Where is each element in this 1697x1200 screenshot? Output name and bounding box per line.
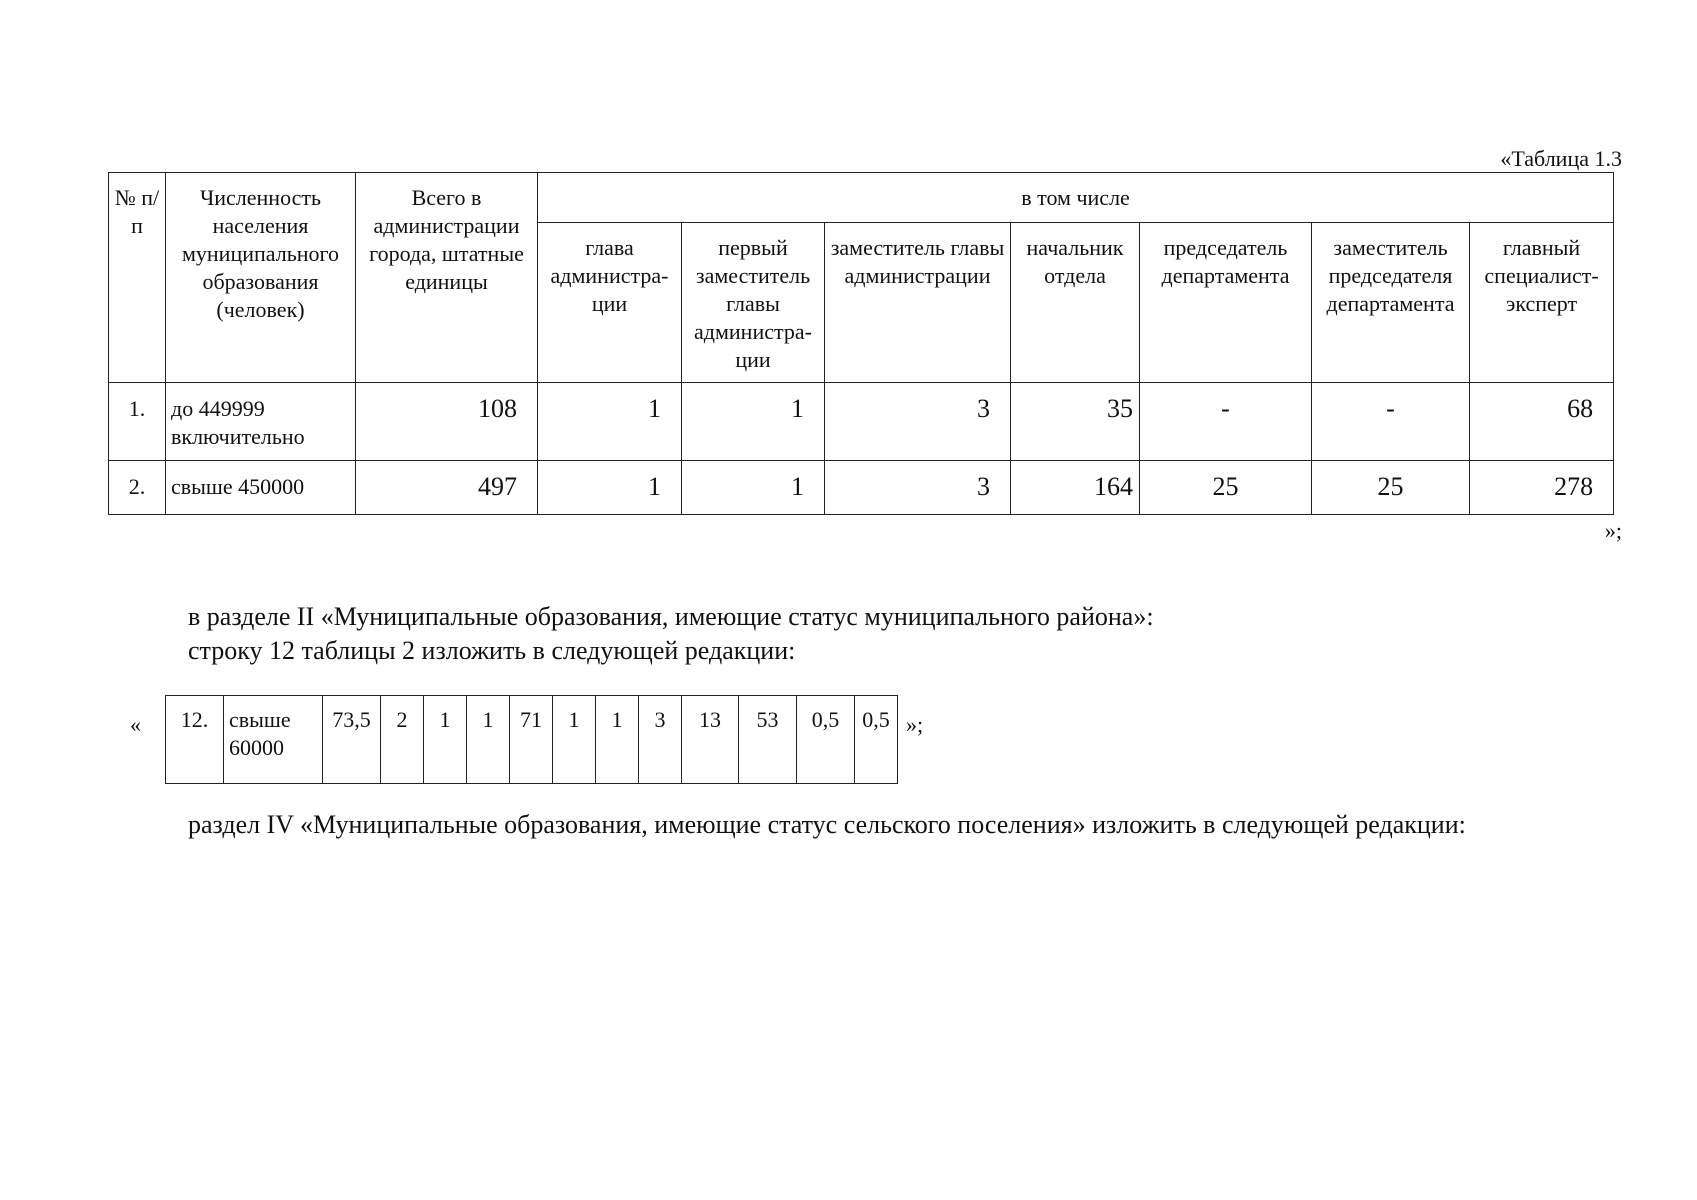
header-deputy-head: заместитель главы администрации — [825, 223, 1011, 383]
row12-cell: 1 — [596, 696, 639, 784]
paragraph: раздел IV «Муниципальные образования, имеющие статус сельского поселения» изложить в следующей редакции: — [188, 810, 1466, 839]
row12-cell: 13 — [682, 696, 739, 784]
header-first-deputy: первый заместитель главы администра-ции — [682, 223, 825, 383]
row-cell: 1 — [682, 383, 825, 461]
row-cell: 68 — [1470, 383, 1614, 461]
table-row — [166, 696, 898, 784]
row12-cell: 53 — [739, 696, 797, 784]
table-1-3 — [108, 172, 1614, 515]
row-cell: 164 — [1011, 461, 1140, 515]
row-cell: 25 — [1312, 461, 1470, 515]
closing-quote: »; — [906, 712, 924, 737]
closing-quote: »; — [1604, 518, 1622, 543]
row-cell: 3 — [825, 461, 1011, 515]
header-num: № п/п — [109, 173, 166, 383]
row12-cell: 1 — [553, 696, 596, 784]
row-cell: - — [1140, 383, 1312, 461]
row-total: 108 — [356, 383, 538, 461]
row12-cell: 3 — [639, 696, 682, 784]
row-num: 2. — [109, 461, 166, 515]
row-cell: 3 — [825, 383, 1011, 461]
row-cell: - — [1312, 383, 1470, 461]
row-cell: 25 — [1140, 461, 1312, 515]
row12-cell: 12. — [166, 696, 224, 784]
header-population: Численность населения муниципального образования (человек) — [166, 173, 356, 383]
row-cell: 35 — [1011, 383, 1140, 461]
table-row — [109, 461, 1614, 515]
opening-quote: « — [130, 712, 141, 737]
row12-cell: 1 — [467, 696, 510, 784]
header-dept-chief: начальник отдела — [1011, 223, 1140, 383]
row-num: 1. — [109, 383, 166, 461]
row12-cell: свыше 60000 — [224, 696, 323, 784]
row12-cell: 0,5 — [797, 696, 855, 784]
header-chief-specialist: главный специалист-эксперт — [1470, 223, 1614, 383]
header-dept-deputy-chair: заместитель председателя департамента — [1312, 223, 1470, 383]
row-population: свыше 450000 — [166, 461, 356, 515]
row12-cell: 1 — [424, 696, 467, 784]
paragraph: строку 12 таблицы 2 изложить в следующей редакции: — [188, 636, 796, 665]
row12-cell: 71 — [510, 696, 553, 784]
row-cell: 278 — [1470, 461, 1614, 515]
row12-cell: 0,5 — [855, 696, 898, 784]
header-including: в том числе — [538, 173, 1614, 223]
row-cell: 1 — [538, 461, 682, 515]
row12-cell: 2 — [381, 696, 424, 784]
header-head-of-admin: глава администра-ции — [538, 223, 682, 383]
row-cell: 1 — [538, 383, 682, 461]
header-dept-chair: председатель департамента — [1140, 223, 1312, 383]
row-cell: 1 — [682, 461, 825, 515]
row-12-table — [165, 695, 898, 784]
row-total: 497 — [356, 461, 538, 515]
paragraph: в разделе II «Муниципальные образования, имеющие статус муниципального района»: — [188, 602, 1154, 631]
row-population: до 449999 включительно — [166, 383, 356, 461]
table-row — [109, 383, 1614, 461]
row12-cell: 73,5 — [323, 696, 381, 784]
table-caption: «Таблица 1.3 — [1500, 146, 1622, 171]
header-total: Всего в администрации города, штатные единицы — [356, 173, 538, 383]
